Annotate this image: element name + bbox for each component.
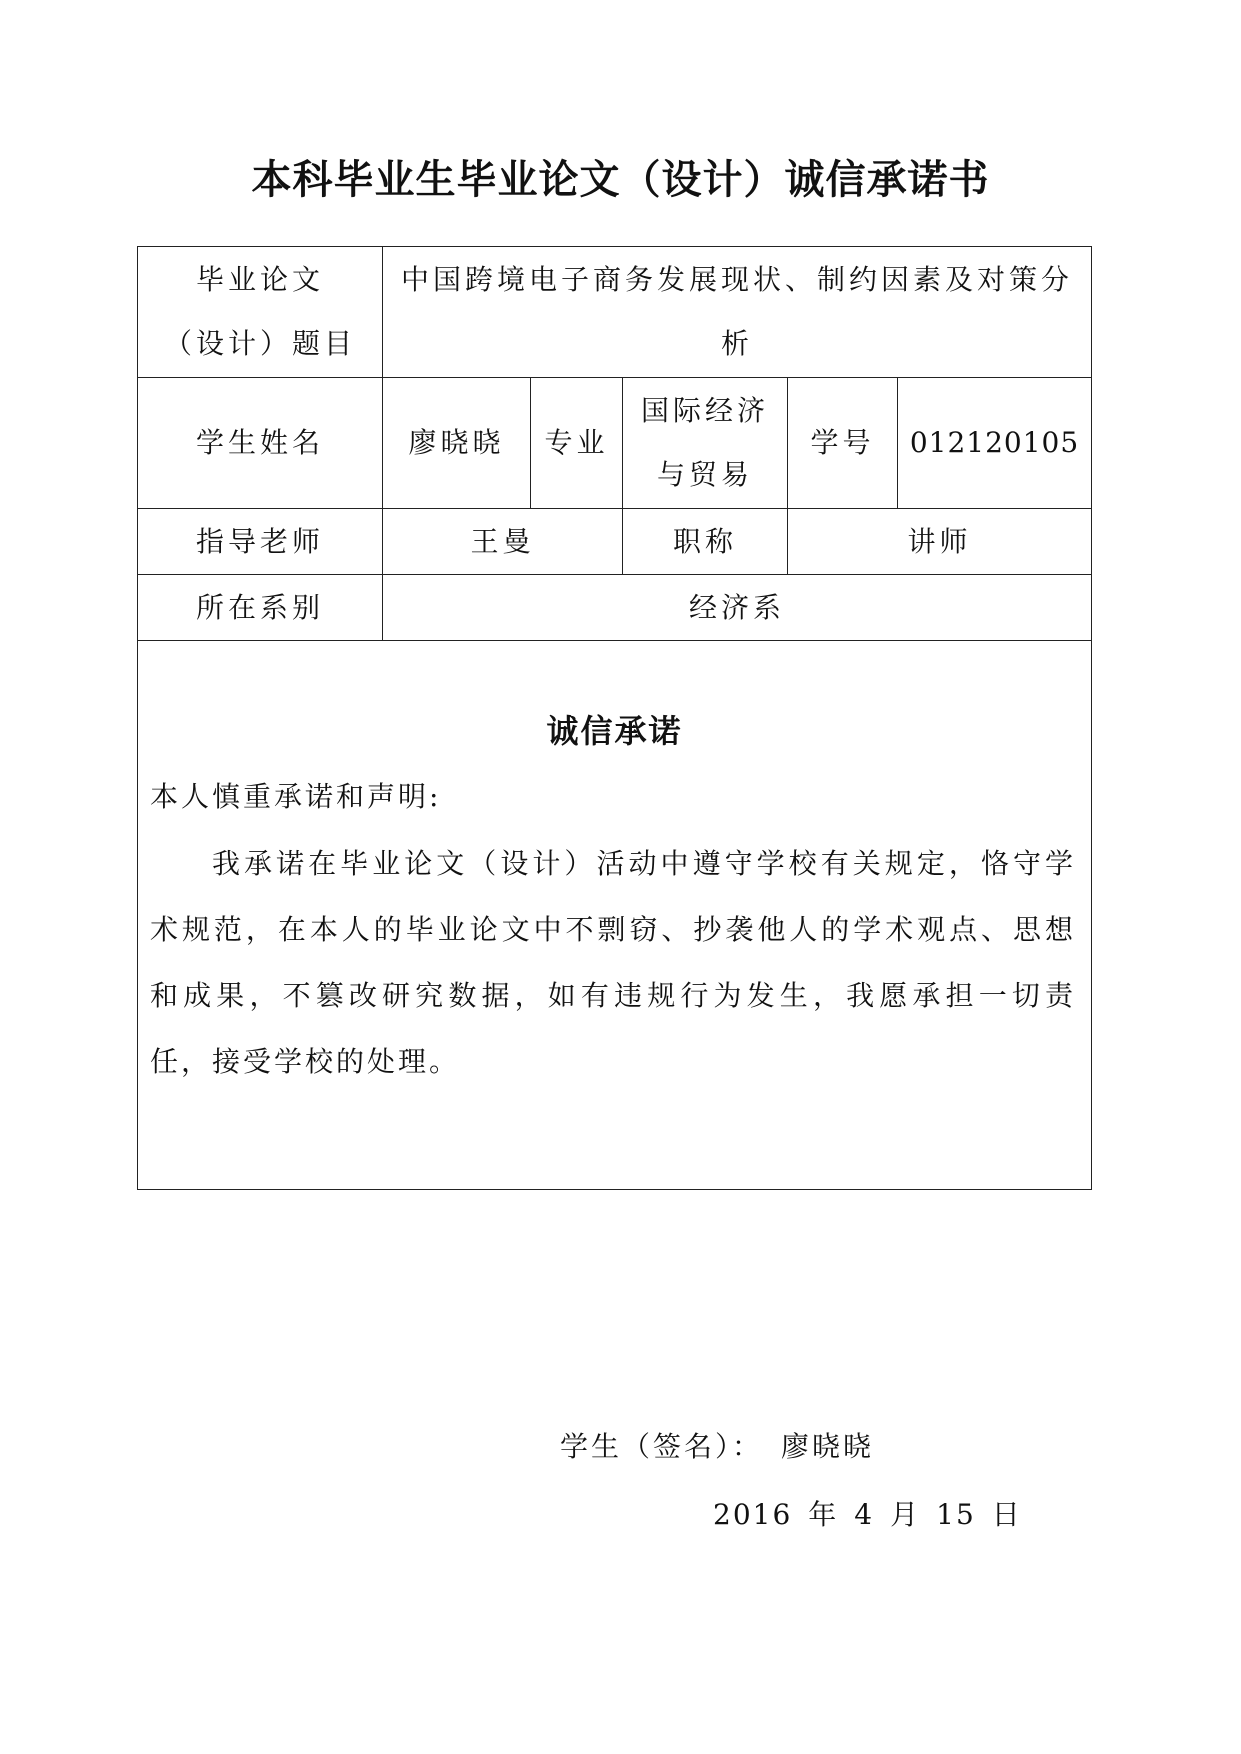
signature-date: [713, 1493, 1022, 1537]
student-id-label: 学号: [788, 378, 898, 509]
date-day: 15: [936, 1498, 976, 1531]
student-name-label: 学生姓名: [138, 378, 383, 509]
date-month-unit: 月: [890, 1498, 921, 1531]
major-value-line1: 国际经济: [640, 394, 769, 427]
department-row: [138, 575, 1092, 641]
advisor-row: [138, 509, 1092, 575]
pledge-intro: 本人慎重承诺和声明:: [150, 780, 442, 813]
advisor-label: 指导老师: [138, 509, 383, 575]
student-name-value: 廖晓晓: [383, 378, 531, 509]
topic-label-cell: [138, 247, 383, 378]
page-title: 本科毕业生毕业论文（设计）诚信承诺书: [251, 157, 990, 203]
pledge-body: 我承诺在毕业论文（设计）活动中遵守学校有关规定，恪守学术规范，在本人的毕业论文中不剽窃、抄袭他人的学术观点、思想和成果，不篡改研究数据，如有违规行为发生，我愿承担一切责任，接受学校的处理。: [150, 847, 1076, 1078]
pledge-form-table: [137, 246, 1092, 1531]
major-value-cell: [623, 378, 788, 509]
department-label: 所在系别: [138, 575, 383, 641]
topic-row: [138, 247, 1092, 378]
major-label: 专业: [531, 378, 623, 509]
department-value: 经济系: [383, 575, 1092, 641]
date-day-unit: 日: [991, 1498, 1022, 1531]
signature-line: [560, 1425, 874, 1469]
advisor-title-label: 职称: [623, 509, 788, 575]
major-value-line2: 与贸易: [656, 458, 753, 491]
pledge-row: [138, 641, 1092, 1190]
pledge-heading: 诚信承诺: [546, 712, 683, 750]
topic-label-line2: （设计）题目: [163, 327, 356, 360]
date-year-unit: 年: [808, 1498, 839, 1531]
signature-label: 学生（签名）：: [560, 1430, 764, 1463]
student-id-value: 012120105: [898, 378, 1092, 509]
signature-name: 廖晓晓: [781, 1430, 875, 1463]
advisor-value: 王曼: [383, 509, 623, 575]
student-row: [138, 378, 1092, 509]
topic-value: 中国跨境电子商务发展现状、制约因素及对策分析: [383, 247, 1092, 378]
advisor-title-value: 讲师: [788, 509, 1092, 575]
date-month: 4: [854, 1498, 875, 1531]
pledge-section: [138, 641, 1092, 1531]
topic-label-line1: 毕业论文: [195, 263, 324, 296]
date-year: 2016: [713, 1498, 793, 1531]
